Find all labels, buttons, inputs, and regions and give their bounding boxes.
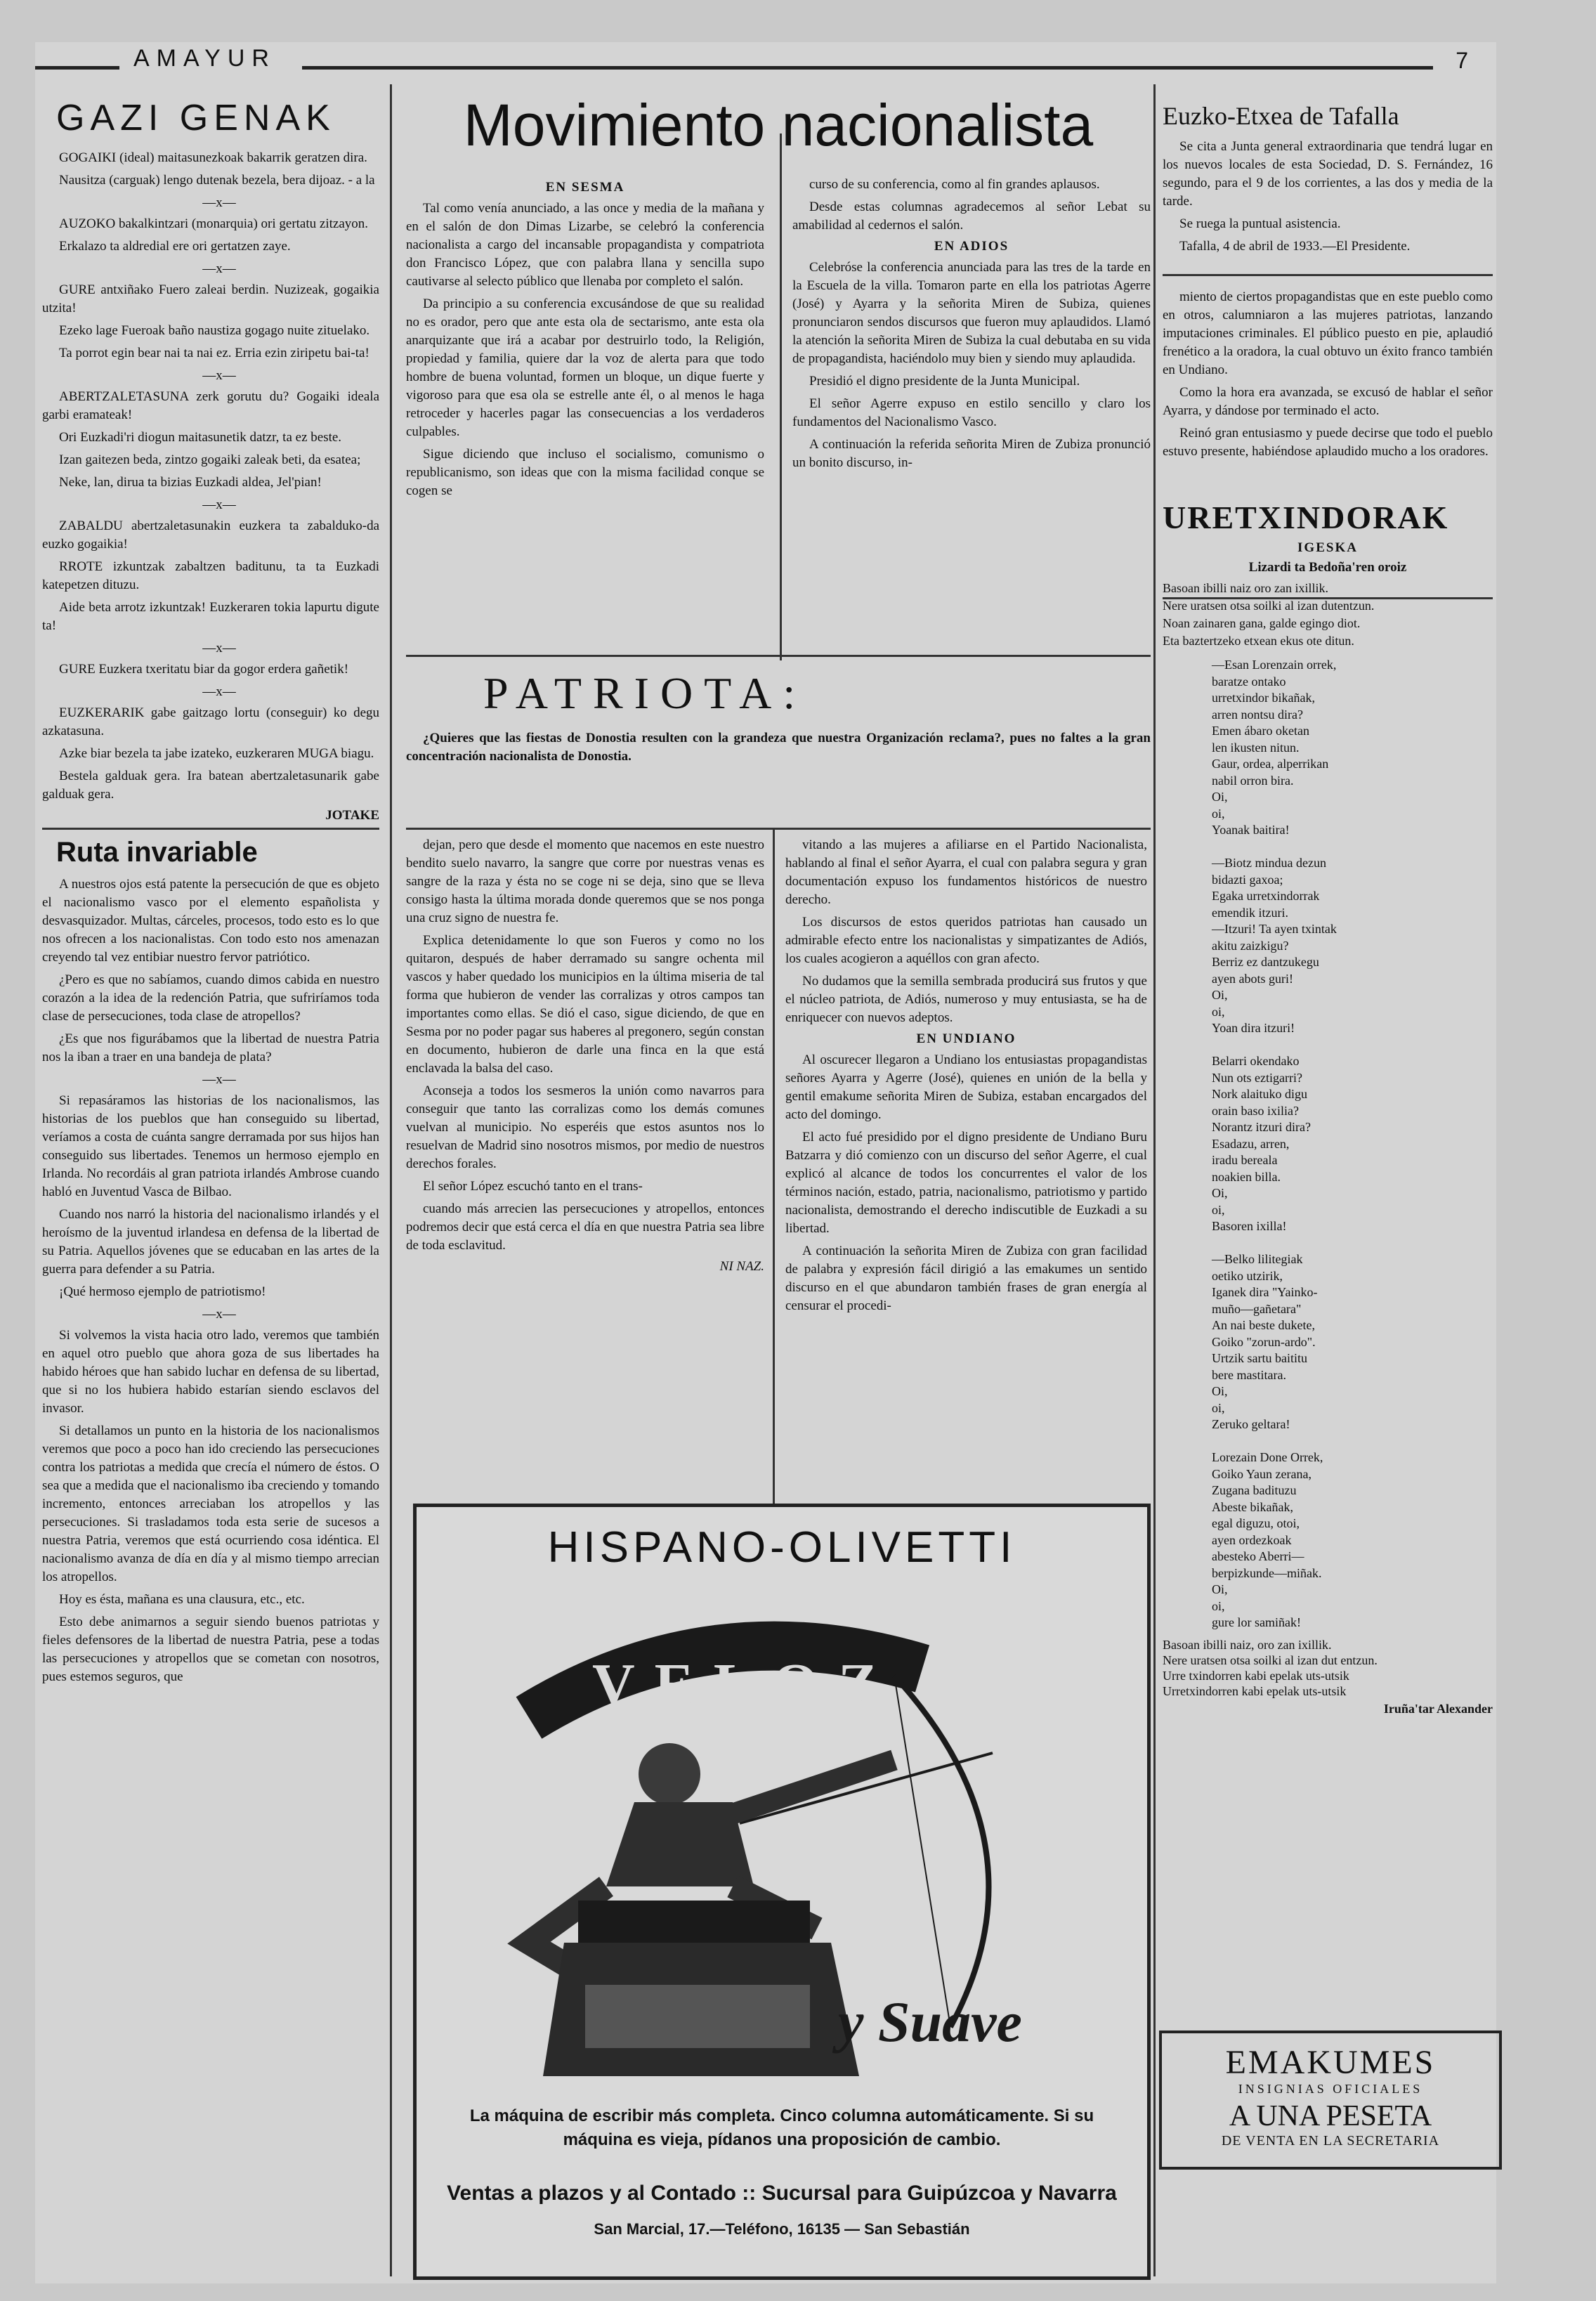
separator: —x— bbox=[202, 261, 236, 276]
separator: —x— bbox=[202, 497, 236, 512]
movimiento-paragraph: Sigue diciendo que incluso el socialismo, comunismo o republicanismo, son ideas que con la misma facilidad conque se cogen se bbox=[406, 447, 764, 498]
gazi-genak-item: Ori Euzkadi'ri diogun maitasunetik datzr, ta ez beste. bbox=[59, 430, 342, 445]
signature-jotake: JOTAKE bbox=[325, 808, 379, 823]
header-rule-right bbox=[302, 66, 1433, 70]
movimiento-right-top bbox=[792, 176, 1151, 235]
movimiento-right-column bbox=[792, 176, 1151, 476]
movimiento-left-column bbox=[406, 176, 764, 504]
signature-ni-naz: NI NAZ. bbox=[719, 1259, 764, 1274]
adios-paragraph: No dudamos que la semilla sembrada producirá sus frutos y que el núcleo patriota, de Adiós, numeroso y muy entusiasta, se ha de enriquecer con nuevos adeptos. bbox=[785, 974, 1147, 1025]
separator: —x— bbox=[202, 684, 236, 699]
adios-paragraph: El señor Agerre expuso en estilo sencillo y claro los fundamentos del Nacionalismo Vasco. bbox=[792, 396, 1151, 429]
ad-sales-line: Ventas a plazos y al Contado :: Sucursal para Guipúzcoa y Navarra bbox=[447, 2182, 1117, 2205]
separator: —x— bbox=[202, 195, 236, 210]
separator: —x— bbox=[202, 1307, 236, 1322]
column-divider bbox=[1153, 84, 1156, 2276]
ruta-invariable-body bbox=[42, 875, 379, 1686]
gazi-genak-item: RROTE izkuntzak zabaltzen baditunu, ta ta Euzkadi katepetzen dituzu. bbox=[42, 559, 379, 592]
undiano-paragraph: Reinó gran entusiasmo y puede decirse que todo el pueblo estuvo presente, habiéndose aplaudido mucho a los oradores. bbox=[1163, 426, 1493, 459]
euzko-etxea-notice bbox=[1163, 138, 1493, 256]
gazi-genak-item: Ezeko lage Fueroak baño naustiza gogago nuite zituelako. bbox=[59, 323, 370, 338]
emakumes-ad bbox=[1159, 2031, 1502, 2170]
ruta-paragraph: ¿Pero es que no sabíamos, cuando dimos cabida en nuestro corazón a la idea de la redención Patria, que sufriríamos toda clase de persecuciones, toda clase de atropellos? bbox=[42, 972, 379, 1024]
gazi-genak-item: ZABALDU abertzaletasunakin euzkera ta zabalduko-da euzko gogaikia! bbox=[42, 519, 379, 552]
sesma-paragraph: cuando más arrecien las persecuciones y atropellos, entonces podremos decir que está cerca el día en que nuestra Patria sea libre de toda esclavitud. bbox=[406, 1201, 764, 1253]
typewriter-carriage bbox=[578, 1901, 810, 1943]
patriota-notice bbox=[406, 660, 1151, 829]
movimiento-paragraph: curso de su conferencia, como al fin grandes aplausos. bbox=[809, 177, 1100, 192]
sesma-paragraph: Explica detenidamente lo que son Fueros y como no los quitaron, después de haber derramado su sangre ochenta mil vascos y haber quedado los municipios en la última miseria de tal forma que hubieron de vender las corralizas y otros campos tan importantes como ellas. Se dió el caso, sigue diciendo, de que en Sesma por no poder pagar sus haberes al pregonero, según constan en documento, hubieron de darle una finca en la que está enclavada la balsa del caso. bbox=[406, 933, 764, 1076]
ad-slogan: y Suave bbox=[838, 1990, 1022, 2054]
column-divider bbox=[390, 84, 392, 2276]
ruta-paragraph: Esto debe animarnos a seguir siendo buenos patriotas y fieles defensores de la libertad de nuestra Patria, pese a todas las persecuciones y atropellos que se cometan con nosotros, pues estemos seguros, que bbox=[42, 1615, 379, 1684]
spacer bbox=[1163, 260, 1493, 288]
emakumes-line-1: INSIGNIAS OFICIALES bbox=[1238, 2082, 1423, 2096]
undiano-body bbox=[785, 1051, 1147, 1315]
gazi-genak-item: Aide beta arrotz izkuntzak! Euzkeraren tokia lapurtu digute ta! bbox=[42, 600, 379, 633]
gazi-genak-item: Izan gaitezen beda, zintzo gogaiki zaleak beti, da esatea; bbox=[59, 452, 361, 467]
article-title-ruta-invariable: Ruta invariable bbox=[56, 837, 258, 868]
page-number: 7 bbox=[1456, 48, 1468, 73]
lower-left-column bbox=[406, 836, 764, 1497]
emakumes-line-2: A UNA PESETA bbox=[1229, 2100, 1432, 2132]
movimiento-left-body bbox=[406, 200, 764, 500]
ruta-paragraph: Hoy es ésta, mañana es una clausura, etc., etc. bbox=[59, 1592, 305, 1607]
gazi-genak-item: Erkalazo ta aldredial ere ori gertatzen zaye. bbox=[59, 239, 291, 254]
gazi-genak-item: EUZKERARIK gabe gaitzago lortu (conseguir) ko degu azkatasuna. bbox=[42, 705, 379, 738]
advertisement-hispano-olivetti bbox=[413, 1504, 1151, 2280]
archer-head bbox=[639, 1743, 700, 1805]
ad-description: La máquina de escribir más completa. Cinco columna automáticamente. Si su máquina es vieja, pídanos una proposición de cambio. bbox=[469, 2106, 1094, 2149]
patriota-text: ¿Quieres que las fiestas de Donostia resulten con la grandeza que nuestra Organización reclama?, pues no faltes a la gran concentración nacionalista de Donostia. bbox=[406, 731, 1151, 764]
gazi-genak-item: GURE Euzkera txeritatu biar da gogor erdera gañetik! bbox=[59, 662, 349, 677]
movimiento-right-body bbox=[792, 259, 1151, 472]
newspaper-name: AMAYUR bbox=[133, 45, 276, 72]
column-divider bbox=[773, 829, 775, 1504]
ruta-paragraph: Si detallamos un punto en la historia de los nacionalismos veremos que poco a poco han ido creciendo las persecuciones contra los patriotas a medida que crecía el número de éstos. O sea que a medida que el nacionalismo iba creciendo y tomando incremento, entonces arreciaban los atropellos y las persecuciones. Si trasladamos toda esta serie de sucesos a nuestra Patria, veremos que está ocurriendo cosa idéntica. El nacionalismo avanza de día en día y al mismo tiempo arrecian los atropellos. bbox=[42, 1423, 379, 1584]
notice-paragraph: Se ruega la puntual asistencia. bbox=[1179, 216, 1341, 231]
gazi-genak-item: Ta porrot egin bear nai ta nai ez. Erria ezin ziripetu bai-ta! bbox=[59, 346, 369, 360]
poem-subtitle: IGESKA bbox=[1297, 540, 1358, 555]
emakumes-title: EMAKUMES bbox=[1225, 2044, 1436, 2081]
undiano-paragraph: Como la hora era avanzada, se excusó de hablar el señor Ayarra, y dándose por terminado el acto. bbox=[1163, 385, 1493, 418]
gazi-genak-item: Bestela galduak gera. Ira batean abertzaletasunarik gabe galduak gera. bbox=[42, 769, 379, 802]
adios-paragraph: Celebróse la conferencia anunciada para las tres de la tarde en la Escuela de la villa. Tomaron parte en ella los patriotas Agerre (José) y Ayarra y la señorita Miren de Subiza, quienes pronunciaron sendos discursos que fueron muy aplaudidos. Llamó la atención la señorita Miren de Subiza la cual debutaba en su vida de propagandista, haciéndolo muy bien y siendo muy aplaudida. bbox=[792, 260, 1151, 366]
ad-brand: HISPANO-OLIVETTI bbox=[547, 1523, 1016, 1572]
article-title-movimiento: Movimiento nacionalista bbox=[463, 92, 1094, 158]
column-gazi-genak bbox=[42, 91, 379, 2276]
ruta-paragraph: Si repasáramos las historias de los nacionalismos, las historias de los pueblos que han conseguido su libertad, veríamos a costa de cuánta sangre derramada por sus hijos han conseguido sus libertades. Tenemos un hermoso ejemplo en Irlanda. No recordáis al gran patriota irlandés Ambrose cuando habló en Juventud Vasca de Bilbao. bbox=[42, 1093, 379, 1199]
section-rule bbox=[42, 828, 379, 830]
lower-left-body bbox=[406, 836, 764, 1255]
poem-dedication: Lizardi ta Bedoña'ren oroiz bbox=[1248, 560, 1407, 575]
movimiento-paragraph: Da principio a su conferencia excusándose de que su realidad no es orador, pero que ante esta ola de sectarismo, ante esta ola anarquizante que irá a acabar por destruirlo todo, la Religión, propiedad y familia, quiere dar la voz de alerta para que todo hombre de buena voluntad, formen un bloque, un dique fuerte y vigoroso para que esa ola se estrelle ante él, o al menos le haga retroceder y hacerles pagar las consecuencias a los verdaderos culpables. bbox=[406, 296, 764, 439]
movimiento-paragraph: Tal como venía anunciado, a las once y media de la mañana y en el salón de don Dimas Lizarbe, se celebró la conferencia nacionalista a cargo del incansable propagandista y compatriota don Francisco López, que con palabra llana y sencilla supo cautivarse al selecto público que llenaba por completo el salón. bbox=[406, 201, 764, 289]
subhead-sesma: EN SESMA bbox=[545, 180, 625, 195]
gazi-genak-item: ABERTZALETASUNA zerk gorutu du? Gogaiki ideala garbi eramateak! bbox=[42, 389, 379, 422]
typewriter-keyboard bbox=[585, 1985, 810, 2048]
bowstring bbox=[894, 1676, 950, 2027]
poem-outro: Basoan ibilli naiz, oro zan ixillik. Nere uratsen otsa soilki al izan dut entzun. Urre txindorren kabi epelak uts-utsik Urretxindorren kabi epelak uts-utsik bbox=[1163, 1637, 1378, 1698]
undiano-paragraph: miento de ciertos propagandistas que en este pueblo como en otros, calumniaron a las mujeres patriotas, lanzando imputaciones criminales. El público puesto en pie, aplaudió frenético a la oradora, la cual obtuvo un éxito franco también en Undiano. bbox=[1163, 289, 1493, 377]
article-movimiento bbox=[406, 91, 1151, 653]
gazi-genak-item: AUZOKO bakalkintzari (monarquia) ori gertatu zitzayon. bbox=[59, 216, 369, 231]
newspaper-page bbox=[35, 42, 1496, 2283]
lower-right-body bbox=[785, 836, 1147, 1027]
lower-right-column bbox=[785, 836, 1147, 1497]
adios-paragraph: vitando a las mujeres a afiliarse en el Partido Nacionalista, hablando al final el señor Ayarra, el cual con palabra segura y gran documentación expuso los fundamentos históricos de nuestro derecho. bbox=[785, 837, 1147, 907]
gazi-genak-body bbox=[42, 149, 379, 804]
article-title-gazi-genak: GAZI GENAK bbox=[56, 98, 336, 138]
sesma-paragraph: Aconseja a todos los sesmeros la unión como navarros para conseguir que tanto las corralizas como los demás comunes vuelvan al municipio. No esperéis que estos asuntos nos lo resuelvan de Madrid sino nosotros mismos, por medio de nuestros derechos forales. bbox=[406, 1083, 764, 1171]
sesma-paragraph: El señor López escuchó tanto en el trans- bbox=[423, 1179, 643, 1194]
notice-paragraph: Se cita a Junta general extraordinaria que tendrá lugar en los nuevos locales de esta Sociedad, D. S. Fernández, 16 segundo, para el 9 de los corrientes, a las dos y media de la tarde. bbox=[1163, 139, 1493, 209]
ruta-paragraph: ¡Qué hermoso ejemplo de patriotismo! bbox=[59, 1284, 266, 1299]
ruta-paragraph: Si volvemos la vista hacia otro lado, veremos que también en aquel otro pueblo que ahora goza de sus libertades ha habido héroes que han sabido luchar en defensa de su libertad, que si no los hubiera habido estarían siendo esclavos del invasor. bbox=[42, 1328, 379, 1416]
separator: —x— bbox=[202, 641, 236, 656]
page-header bbox=[35, 42, 1496, 84]
section-rule bbox=[406, 655, 1151, 657]
gazi-genak-item: Nausitza (carguak) lengo dutenak bezela, bera dijoaz. - a la bbox=[59, 173, 375, 188]
adios-paragraph: Presidió el digno presidente de la Junta Municipal. bbox=[809, 374, 1080, 389]
poem-title: URETXINDORAK bbox=[1163, 500, 1449, 535]
adios-paragraph: Los discursos de estos queridos patriotas han causado un admirable efecto entre los nacionalistas y simpatizantes de Adiós, los cuales acogieron a aquéllos con gran afecto. bbox=[785, 915, 1147, 966]
veloz-logo-text: VELOZ bbox=[592, 1652, 898, 1717]
gazi-genak-item: Neke, lan, dirua ta bizias Euzkadi aldea, Jel'pian! bbox=[59, 475, 322, 490]
spacer bbox=[1163, 465, 1493, 493]
undiano-paragraph: El acto fué presidido por el digno presidente de Undiano Buru Batzarra y dió comienzo con un discurso del señor Agerre, el cual explicó al alcance de todos los concurrentes el valor de los términos nación, estado, patria, nacionalismo, patriotismo y partido nacionalista, demostrando el derecho indiscutible de Euzkadi a su libertad. bbox=[785, 1130, 1147, 1236]
ad-address: San Marcial, 17.—Teléfono, 16135 — San Sebastián bbox=[594, 2220, 970, 2238]
sesma-paragraph: dejan, pero que desde el momento que nacemos en este nuestro bendito suelo navarro, la sangre que corre por nuestras venas es sangre de la raza y ésta no se coge ni se deja, sino que se lleva consigo hasta la última morada donde queremos que se nos ponga una cruz signo de nuestra fe. bbox=[406, 837, 764, 925]
subhead-undiano: EN UNDIANO bbox=[916, 1031, 1016, 1046]
adios-paragraph: A continuación la referida señorita Miren de Zubiza pronunció un bonito discurso, in- bbox=[792, 437, 1151, 470]
gazi-genak-item: GURE antxiñako Fuero zaleai berdin. Nuzizeak, gogaikia utzita! bbox=[42, 282, 379, 315]
ruta-paragraph: Cuando nos narró la historia del nacionalismo irlandés y el heroísmo de la juventud irlandesa en defensa de la libertad de su Patria. Aquellos jóvenes que se educaban en las artes de la guerra para defender a su Patria. bbox=[42, 1207, 379, 1277]
article-title-euzko-etxea: Euzko-Etxea de Tafalla bbox=[1163, 102, 1399, 130]
undiano-continuation bbox=[1163, 288, 1493, 461]
gazi-genak-item: GOGAIKI (ideal) maitasunezkoak bakarrik geratzen dira. bbox=[59, 150, 367, 165]
gazi-genak-item: Azke biar bezela ta jabe izateko, euzkeraren MUGA biagu. bbox=[59, 746, 374, 761]
notice-paragraph: Tafalla, 4 de abril de 1933.—El Presidente. bbox=[1179, 239, 1411, 254]
archer-typewriter-illustration bbox=[501, 1591, 1063, 2097]
separator: —x— bbox=[202, 1072, 236, 1087]
ruta-paragraph: A nuestros ojos está patente la persecución de que es objeto el nacionalismo vasco por el elemento españolista y desvasquizador. Multas, cárceles, procesos, todo esto es lo que nos ofrecen a los nacionalistas. Con todo esto nos amenazan creyendo tal vez entibiar nuestro fervor patriótico. bbox=[42, 877, 379, 965]
undiano-paragraph: Al oscurecer llegaron a Undiano los entusiastas propagandistas señores Ayarra y Agerre (José), quienes en unión de la bella y gentil emakume señorita Miren de Subiza, estaban encargados del acto del domingo. bbox=[785, 1052, 1147, 1122]
patriota-title: PATRIOTA: bbox=[483, 668, 807, 718]
ruta-paragraph: ¿Es que nos figurábamos que la libertad de nuestra Patria nos la iban a traer en una bandeja de plata? bbox=[42, 1031, 379, 1064]
emakumes-line-3: DE VENTA EN LA SECRETARIA bbox=[1221, 2133, 1440, 2149]
right-column bbox=[1163, 98, 1493, 2023]
undiano-paragraph: A continuación la señorita Miren de Zubiza con gran facilidad de palabra y expresión fácil dirigió a las emakumes un sentido discurso en el que abundaron también frases de gran energía al censurar el procedi- bbox=[785, 1244, 1147, 1313]
poem-intro: Basoan ibilli naiz oro zan ixillik. Nere uratsen otsa soilki al izan dutentzun. Noan zainaren gana, galde egingo diot. Eta baztertzeko etxean ekus ote ditun. bbox=[1163, 581, 1375, 648]
header-rule-left bbox=[35, 66, 119, 70]
movimiento-paragraph: Desde estas columnas agradecemos al señor Lebat su amabilidad al cedernos el salón. bbox=[792, 200, 1151, 233]
poem-verses: —Esan Lorenzain orrek, baratze ontako urretxindor bikañak, arren nontsu dira? Emen ábaro oketan len ikusten nitun. Gaur, ordea, alperrikan nabil orron bira. Oi, oi, Yoanak baitira! —Biotz mindua dezun bidazti gaxoa; Egaka urretxindorrak emendik itzuri. —Itzuri! Ta ayen txintak akitu zaizkigu? Berriz ez dantzukegu ayen abots guri! Oi, oi, Yoan dira itzuri! Belarri okendako Nun ots eztigarri? Nork alaituko digu orain baso ixilia? Norantz itzuri dira? Esadazu, arren, iradu bereala noakien billa. Oi, oi, Basoren ixilla! —Belko lilitegiak oetiko utzirik, Iganek dira "Yainko- muño—gañetara" An nai beste dukete, Goiko "zorun-ardo". Urtzik sartu baititu bere mastitara. Oi, oi, Zeruko geltara! Lorezain Done Orrek, Goiko Yaun zerana, Zugana badituzu Abeste bikañak, egal diguzu, otoi, ayen ordezkoak abesteko Aberri— berpizkunde—miñak. Oi, oi, gure lor samiñak! bbox=[1212, 658, 1337, 1629]
poem-signature: Iruña'tar Alexander bbox=[1383, 1701, 1493, 1716]
separator: —x— bbox=[202, 368, 236, 383]
subhead-adios: EN ADIOS bbox=[934, 239, 1009, 254]
